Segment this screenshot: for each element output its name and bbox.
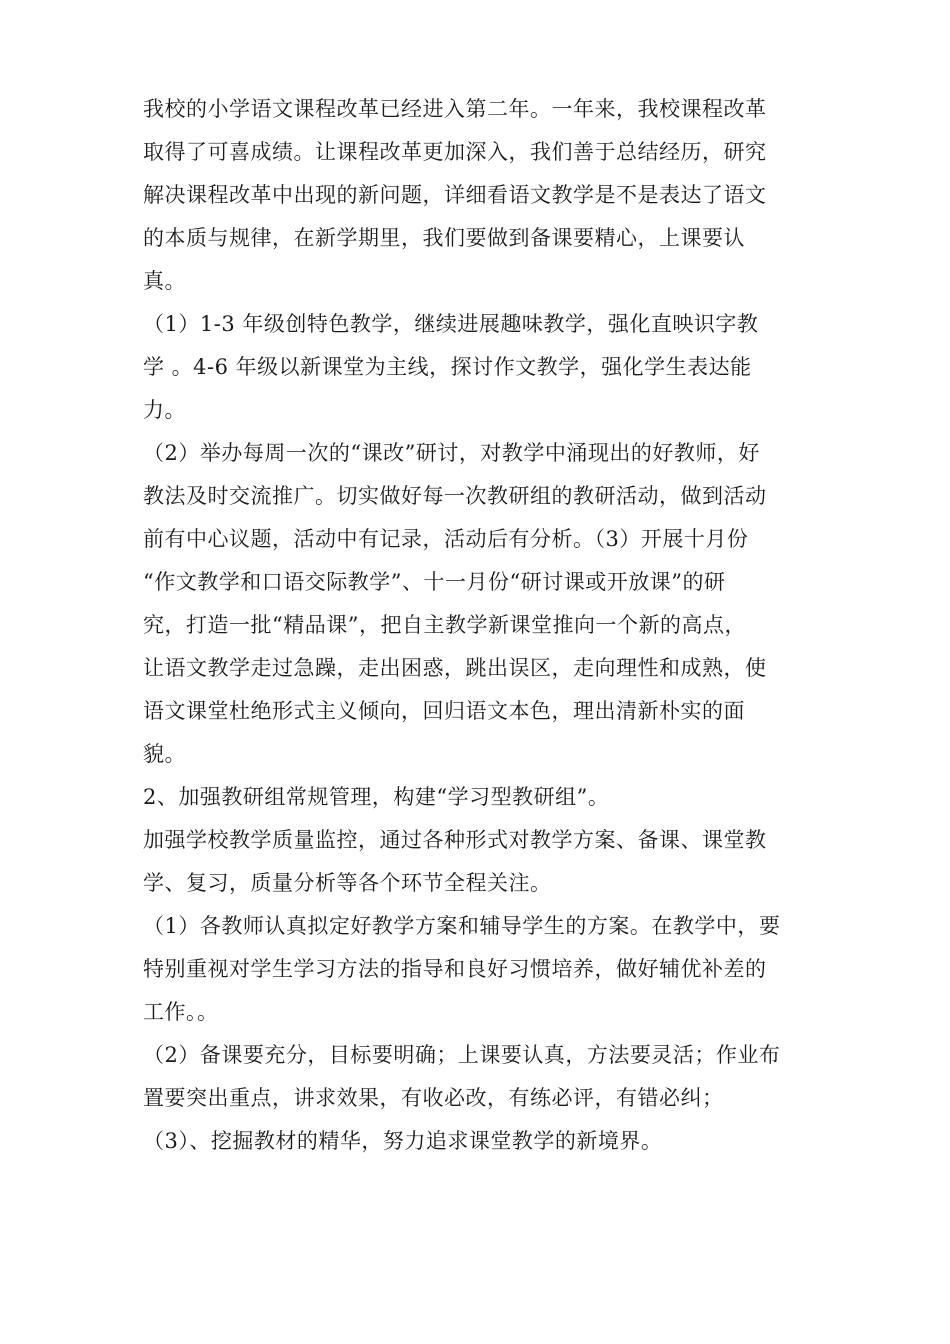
text-line: 工作。。	[143, 1000, 219, 1024]
text-line: （3）、挖掘教材的精华，努力追求课堂教学的新境界。	[143, 1129, 663, 1153]
text-line: （1）1-3 年级创特色教学，继续进展趣味教学，强化直映识字教	[143, 312, 759, 336]
text-line: 的本质与规律，在新学期里，我们要做到备课要精心，上课要认	[143, 226, 745, 250]
text-line: 前有中心议题，活动中有记录，活动后有分析。（3）开展十月份	[143, 527, 749, 551]
text-line: 学、复习，质量分析等各个环节全程关注。	[143, 871, 552, 895]
text-line: 加强学校教学质量监控，通过各种形式对教学方案、备课、课堂教	[143, 828, 767, 852]
text-line: 教法及时交流推广。切实做好每一次教研组的教研活动，做到活动	[143, 484, 767, 508]
text-line: 究，打造一批“精品课”，把自主教学新课堂推向一个新的高点，	[143, 613, 746, 637]
text-line: （1）各教师认真拟定好教学方案和辅导学生的方案。在教学中，要	[143, 914, 781, 938]
text-line: 置要突出重点，讲求效果，有收必改，有练必评，有错必纠；	[143, 1086, 724, 1110]
text-line: 貌。	[143, 742, 186, 766]
text-line: 语文课堂杜绝形式主义倾向，回归语文本色，理出清新朴实的面	[143, 699, 745, 723]
text-line: （2）备课要充分，目标要明确；上课要认真，方法要灵活；作业布	[143, 1043, 781, 1067]
text-line: 我校的小学语文课程改革已经进入第二年。一年来，我校课程改革	[143, 97, 767, 121]
text-line: 让语文教学走过急躁，走出困惑，跳出误区，走向理性和成熟，使	[143, 656, 767, 680]
text-line: 真。	[143, 269, 186, 293]
text-line: 特别重视对学生学习方法的指导和良好习惯培养，做好辅优补差的	[143, 957, 767, 981]
section-heading: 2、加强教研组常规管理，构建“学习型教研组”。	[143, 785, 610, 809]
text-line: 力。	[143, 398, 186, 422]
text-line: 学 。4-6 年级以新课堂为主线，探讨作文教学，强化学生表达能	[143, 355, 752, 379]
text-line: 解决课程改革中出现的新问题，详细看语文教学是不是表达了语文	[143, 183, 767, 207]
document-body	[143, 88, 813, 1163]
text-line: 取得了可喜成绩。让课程改革更加深入，我们善于总结经历，研究	[143, 140, 767, 164]
text-line: “作文教学和口语交际教学”、十一月份“研讨课或开放课”的研	[143, 570, 726, 594]
text-line: （2）举办每周一次的“课改”研讨，对教学中涌现出的好教师，好	[143, 441, 760, 465]
